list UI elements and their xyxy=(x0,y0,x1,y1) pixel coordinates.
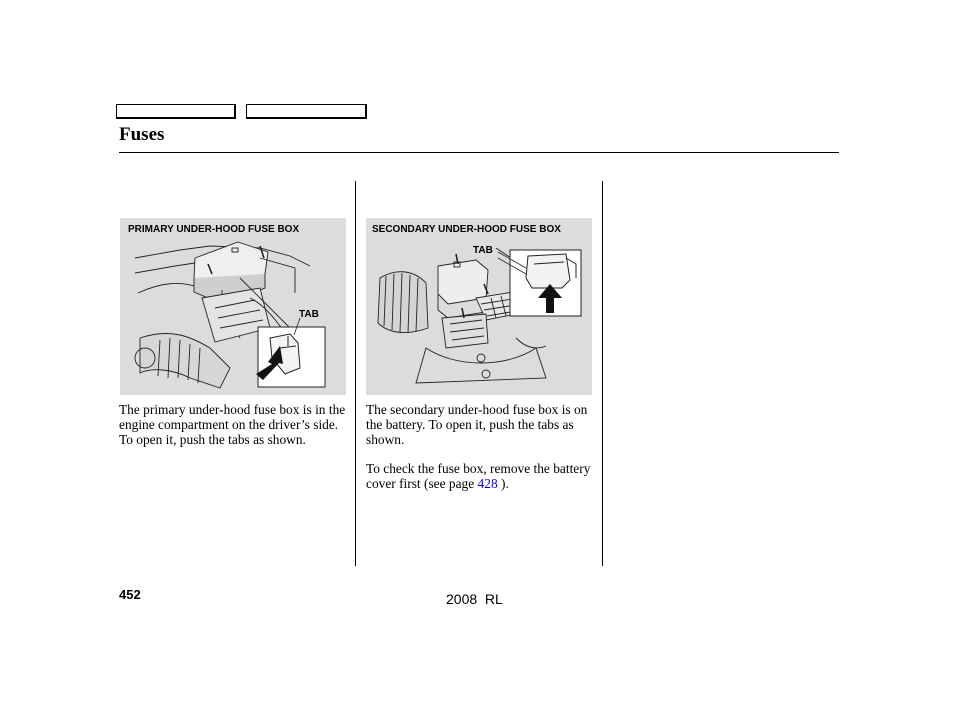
page-title: Fuses xyxy=(119,124,165,145)
battery-cover-note-end: ). xyxy=(497,475,509,491)
primary-fuse-box-label: PRIMARY UNDER-HOOD FUSE BOX xyxy=(128,224,300,235)
secondary-fuse-box-label: SECONDARY UNDER-HOOD FUSE BOX xyxy=(372,224,561,235)
secondary-fuse-box-description: The secondary under-hood fuse box is on the battery. To open it, push the tabs as shown. xyxy=(366,402,588,447)
secondary-tab-label: TAB xyxy=(473,245,493,256)
footer-model: 2008 RL xyxy=(446,591,503,607)
battery-cover-note-text: To check the fuse box, remove the battery cover first (see page xyxy=(366,461,591,491)
battery-cover-note xyxy=(366,462,594,492)
primary-fuse-box-figure xyxy=(120,218,346,395)
column-divider-right xyxy=(602,181,603,566)
primary-fuse-box-description: The primary under-hood fuse box is in the engine compartment on the driver’s side. To open it, push the tabs as shown. xyxy=(119,402,346,447)
primary-fuse-box-illustration xyxy=(120,218,346,395)
page-reference-link[interactable]: 428 xyxy=(477,475,498,491)
nav-button-previous[interactable] xyxy=(116,104,236,119)
nav-button-next[interactable] xyxy=(246,104,367,119)
column-divider-left xyxy=(355,181,356,566)
secondary-fuse-box-figure xyxy=(366,218,592,395)
primary-tab-label: TAB xyxy=(299,309,319,320)
title-rule xyxy=(119,152,839,153)
page-number: 452 xyxy=(119,587,141,602)
